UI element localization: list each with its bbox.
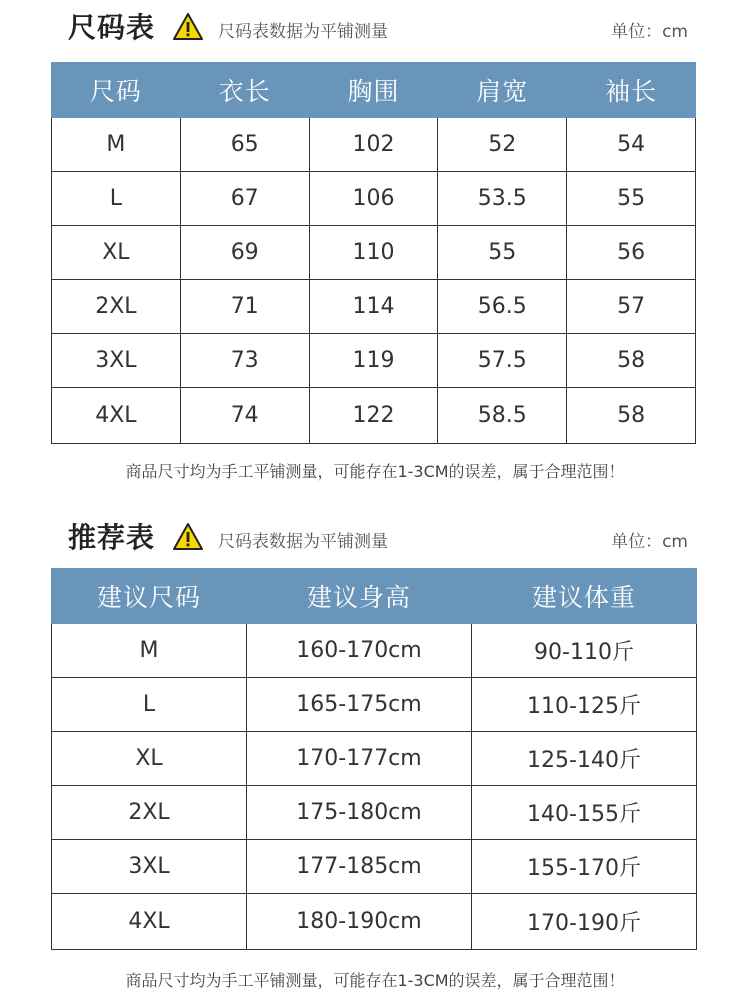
table-cell: 3XL: [52, 334, 181, 388]
table-row: [52, 388, 696, 444]
table-cell: 125-140斤: [472, 732, 697, 786]
column-header: 胸围: [309, 63, 438, 118]
recommend-chart-section: [0, 510, 750, 990]
size-chart-note: 尺码表数据为平铺测量: [218, 22, 388, 42]
column-header: 肩宽: [438, 63, 567, 118]
recommend-chart-unit: 单位：cm: [611, 532, 688, 552]
recommend-chart-title: 推荐表: [68, 521, 156, 554]
size-chart-table: [51, 62, 696, 444]
table-cell: 54: [567, 118, 696, 172]
size-chart-header-row: [52, 63, 696, 118]
size-chart-section: [0, 0, 750, 481]
table-cell: 160-170cm: [247, 624, 472, 678]
column-header: 袖长: [567, 63, 696, 118]
recommend-chart-table: [51, 568, 697, 950]
table-cell: 55: [438, 226, 567, 280]
table-cell: 69: [180, 226, 309, 280]
table-cell: M: [52, 624, 247, 678]
table-cell: 122: [309, 388, 438, 444]
column-header: 建议尺码: [52, 569, 247, 624]
table-row: [52, 172, 696, 226]
table-cell: 165-175cm: [247, 678, 472, 732]
warning-icon: [172, 12, 204, 42]
table-cell: 58: [567, 334, 696, 388]
table-cell: XL: [52, 226, 181, 280]
table-row: [52, 678, 697, 732]
table-cell: 4XL: [52, 894, 247, 950]
table-cell: 110-125斤: [472, 678, 697, 732]
table-row: [52, 118, 696, 172]
table-cell: 56: [567, 226, 696, 280]
table-cell: L: [52, 172, 181, 226]
table-row: [52, 334, 696, 388]
table-cell: 170-177cm: [247, 732, 472, 786]
recommend-chart-footnote: 商品尺寸均为手工平铺测量，可能存在1-3CM的误差，属于合理范围！: [125, 971, 625, 990]
table-row: [52, 226, 696, 280]
table-row: [52, 280, 696, 334]
table-cell: 56.5: [438, 280, 567, 334]
table-cell: 140-155斤: [472, 786, 697, 840]
table-cell: 73: [180, 334, 309, 388]
table-cell: M: [52, 118, 181, 172]
table-cell: 2XL: [52, 280, 181, 334]
table-cell: 53.5: [438, 172, 567, 226]
table-cell: 110: [309, 226, 438, 280]
table-cell: 90-110斤: [472, 624, 697, 678]
table-row: [52, 624, 697, 678]
table-cell: 106: [309, 172, 438, 226]
table-cell: 57: [567, 280, 696, 334]
table-cell: 58.5: [438, 388, 567, 444]
table-row: [52, 840, 697, 894]
table-cell: 55: [567, 172, 696, 226]
size-chart-header: [0, 0, 750, 62]
recommend-chart-header-row: [52, 569, 697, 624]
column-header: 建议体重: [472, 569, 697, 624]
table-cell: 4XL: [52, 388, 181, 444]
table-cell: 52: [438, 118, 567, 172]
recommend-chart-note: 尺码表数据为平铺测量: [218, 532, 388, 552]
size-chart-unit: 单位：cm: [611, 22, 688, 42]
table-cell: 119: [309, 334, 438, 388]
table-row: [52, 786, 697, 840]
warning-icon: [172, 522, 204, 552]
table-cell: 180-190cm: [247, 894, 472, 950]
table-cell: 71: [180, 280, 309, 334]
table-cell: 3XL: [52, 840, 247, 894]
table-cell: 177-185cm: [247, 840, 472, 894]
table-cell: 102: [309, 118, 438, 172]
table-cell: 114: [309, 280, 438, 334]
table-cell: 67: [180, 172, 309, 226]
table-cell: 58: [567, 388, 696, 444]
size-chart-title: 尺码表: [68, 11, 156, 44]
size-chart-footnote: 商品尺寸均为手工平铺测量，可能存在1-3CM的误差，属于合理范围！: [125, 462, 625, 481]
table-cell: 2XL: [52, 786, 247, 840]
recommend-chart-header: [0, 510, 750, 572]
table-cell: L: [52, 678, 247, 732]
table-cell: 155-170斤: [472, 840, 697, 894]
table-cell: 175-180cm: [247, 786, 472, 840]
table-cell: 74: [180, 388, 309, 444]
table-cell: 65: [180, 118, 309, 172]
table-row: [52, 894, 697, 950]
column-header: 建议身高: [247, 569, 472, 624]
table-cell: 170-190斤: [472, 894, 697, 950]
table-row: [52, 732, 697, 786]
table-cell: XL: [52, 732, 247, 786]
column-header: 尺码: [52, 63, 181, 118]
table-cell: 57.5: [438, 334, 567, 388]
column-header: 衣长: [180, 63, 309, 118]
